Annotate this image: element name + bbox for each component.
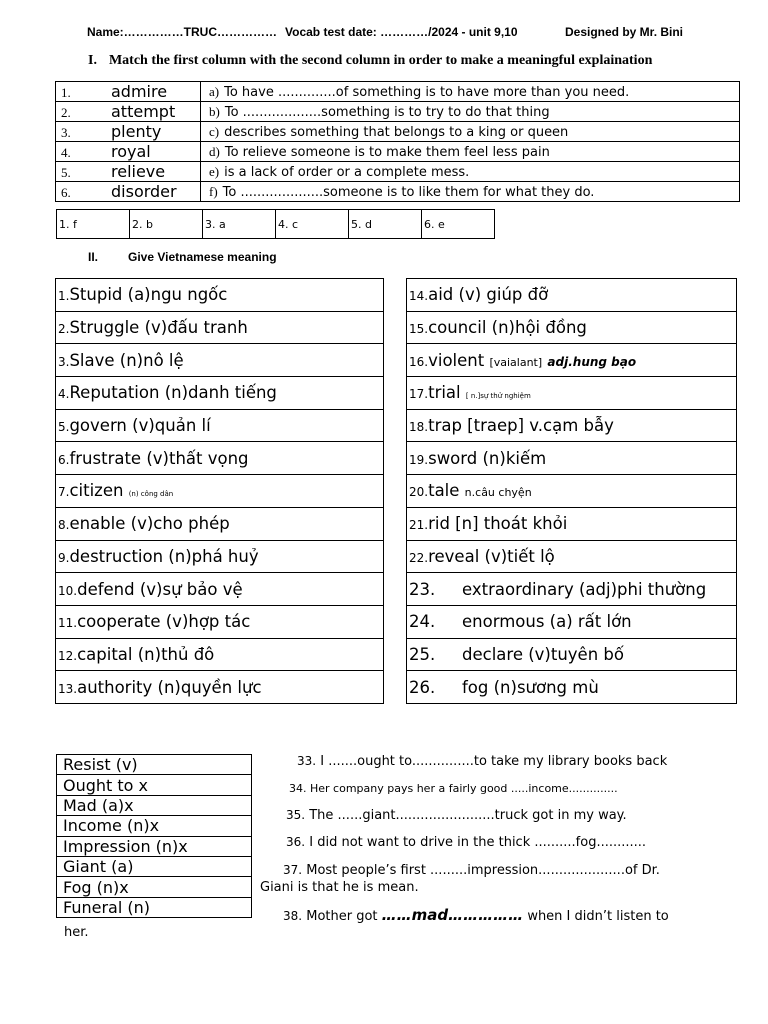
vocab-entry: aid (v) giúp đỡ [428, 285, 549, 305]
vocab-entry: declare (v)tuyên bố [462, 644, 624, 664]
vocab-cell [56, 279, 384, 312]
definition-text: To have ..............of something is to have more than you need. [224, 84, 630, 100]
match-term [56, 122, 201, 142]
vocab-entry: sword (n)kiếm [428, 448, 547, 468]
vocab-row [56, 311, 384, 344]
vocab-entry: defend (v)sự bảo vệ [77, 579, 243, 599]
designer: Designed by Mr. Bini [565, 25, 684, 39]
match-term [56, 102, 201, 122]
vocab-note: n.câu chyện [464, 486, 532, 500]
section-2-title [88, 250, 277, 264]
vocab-entry: reveal (v)tiết lộ [428, 546, 555, 566]
match-term [56, 82, 201, 102]
vocab-row [407, 638, 737, 671]
vocab-number: 24. [409, 612, 436, 632]
match-term [56, 162, 201, 182]
vocab-cell [56, 344, 384, 377]
vocab-entry: authority (n)quyền lực [77, 677, 262, 697]
vocab-number: 18. [409, 420, 429, 435]
vocab-entry: extraordinary (adj)phi thường [462, 579, 707, 599]
match-number: 3. [61, 125, 71, 140]
match-word: disorder [111, 182, 177, 201]
option-letter: f) [209, 183, 218, 199]
vocab-cell [407, 475, 737, 508]
vocab-row [407, 442, 737, 475]
vocab-note: (n) công dân [128, 490, 174, 499]
word-bank-row [57, 836, 252, 856]
question-38: 38. Mother got ……mad…………… when I didn’t listen to [283, 906, 669, 924]
vocab-number: 6. [58, 452, 70, 467]
vocab-entry: Struggle (v)đấu tranh [69, 318, 248, 338]
answer-cell: 2. b [130, 210, 203, 239]
section-number: I. [88, 53, 97, 68]
word-bank-item: Mad (a)x [57, 795, 252, 815]
vocab-row [407, 344, 737, 377]
answer-cell: 1. f [57, 210, 130, 239]
vocab-row [56, 442, 384, 475]
vocab-number: 14. [409, 289, 429, 304]
option-letter: d) [209, 143, 220, 159]
meaning: adj.hung bạo [547, 354, 637, 369]
vocab-number: 11. [58, 616, 78, 631]
vocab-row [56, 671, 384, 704]
word-bank [56, 754, 252, 918]
vocab-note: [ n.]sự thử nghiệm [465, 392, 531, 401]
vocab-cell [407, 540, 737, 573]
vocab-row [56, 638, 384, 671]
vocab-cell [407, 279, 737, 312]
vocab-number: 16. [409, 354, 429, 369]
word-bank-item: Giant (a) [57, 856, 252, 876]
definition-text: To relieve someone is to make them feel less pain [224, 144, 550, 160]
option-letter: a) [209, 83, 220, 99]
vocab-row [407, 507, 737, 540]
vocab-cell [407, 671, 737, 704]
vocab-table-right [406, 278, 737, 704]
vocab-number: 17. [409, 387, 429, 402]
vocab-cell [407, 605, 737, 638]
answer-cell: 3. a [203, 210, 276, 239]
match-number: 5. [61, 165, 71, 180]
definition-text: To ...................something is to try to do that thing [224, 104, 550, 120]
vocab-entry: capital (n)thủ đô [77, 644, 215, 664]
answer-cell: 4. c [276, 210, 349, 239]
word-bank-item: Ought to x [57, 775, 252, 795]
word-bank-row [57, 795, 252, 815]
vocab-number: 7. [58, 485, 70, 500]
vocab-row [407, 311, 737, 344]
vocab-cell [56, 409, 384, 442]
vocab-number: 15. [409, 322, 429, 337]
vocab-entry: trap [traep] v.cạm bẫy [428, 416, 614, 436]
match-term [56, 142, 201, 162]
vocab-cell [56, 638, 384, 671]
answer-cell: 6. e [422, 210, 495, 239]
match-row [56, 102, 740, 122]
vocab-cell [407, 409, 737, 442]
vocab-number: 21. [409, 518, 429, 533]
vocab-row [407, 409, 737, 442]
question-37: 37. Most people’s first .........impression.....................of Dr. [283, 863, 660, 878]
vocab-entry: trial [428, 383, 461, 403]
test-date: Vocab test date: …………/2024 - unit 9,10 [285, 25, 518, 39]
word-bank-row [57, 877, 252, 897]
vocab-row [56, 507, 384, 540]
match-number: 2. [61, 105, 71, 120]
vocab-cell [56, 507, 384, 540]
vocab-entry: Stupid (a)ngu ngốc [69, 285, 228, 305]
definition-text: is a lack of order or a complete mess. [224, 164, 470, 180]
vocab-number: 23. [409, 579, 436, 599]
option-letter: e) [209, 163, 220, 179]
vocab-cell [407, 507, 737, 540]
question-35: 35. The ......giant........................truck got in my way. [286, 808, 627, 823]
vocab-entry: frustrate (v)thất vọng [69, 448, 249, 468]
match-row [56, 142, 740, 162]
vocab-cell [407, 377, 737, 410]
question-37-continued: Giani is that he is mean. [260, 880, 419, 895]
definition-text: To ....................someone is to like them for what they do. [222, 184, 595, 200]
vocab-number: 8. [58, 518, 70, 533]
vocab-row [56, 573, 384, 606]
match-row [56, 82, 740, 102]
vocab-row [56, 279, 384, 312]
match-word: royal [111, 142, 151, 161]
match-number: 6. [61, 185, 71, 200]
vocab-row [56, 540, 384, 573]
word-bank-row [57, 755, 252, 775]
answer-table [56, 209, 495, 239]
match-definition [201, 82, 740, 102]
match-number: 4. [61, 145, 71, 160]
match-definition [201, 162, 740, 182]
word-bank-item: Fog (n)x [57, 877, 252, 897]
vocab-row [407, 475, 737, 508]
vocab-cell [56, 311, 384, 344]
question-33: 33. I .......ought to...............to take my library books back [297, 754, 668, 769]
vocab-number: 20. [409, 485, 429, 500]
section-instruction: Match the first column with the second column in order to make a meaningful explaination [108, 53, 653, 68]
question-34: 34. Her company pays her a fairly good .....income.............. [289, 782, 618, 795]
vocab-number: 3. [58, 354, 70, 369]
vocab-number: 12. [58, 648, 78, 663]
vocab-cell [56, 605, 384, 638]
vocab-cell [407, 573, 737, 606]
section-instruction: Give Vietnamese meaning [128, 250, 277, 264]
answer-cell: 5. d [349, 210, 422, 239]
vocab-entry: destruction (n)phá huỷ [69, 546, 259, 566]
vocab-row [56, 475, 384, 508]
vocab-row [407, 573, 737, 606]
vocab-cell [56, 377, 384, 410]
match-definition [201, 182, 740, 202]
vocab-number: 22. [409, 550, 429, 565]
word-bank-row [57, 897, 252, 917]
vocab-number: 1. [58, 289, 70, 304]
word-bank-row [57, 856, 252, 876]
vocab-number: 9. [58, 550, 70, 565]
vocab-cell [407, 344, 737, 377]
vocab-row [407, 279, 737, 312]
vocab-entry: Reputation (n)danh tiếng [69, 383, 277, 403]
vocab-number: 19. [409, 452, 429, 467]
student-name: Name:……………TRUC…………… [87, 25, 278, 39]
match-number: 1. [61, 85, 71, 100]
match-definition [201, 142, 740, 162]
vocab-entry: fog (n)sương mù [462, 677, 599, 697]
vocab-cell [56, 540, 384, 573]
vocab-row [56, 344, 384, 377]
question-38-continued: her. [64, 925, 89, 940]
section-1-title [88, 53, 652, 69]
vocab-entry: govern (v)quản lí [69, 416, 211, 436]
vocab-number: 4. [58, 387, 70, 402]
word-bank-row [57, 816, 252, 836]
vocab-cell [56, 671, 384, 704]
vocab-entry: enormous (a) rất lớn [462, 612, 632, 632]
word-bank-item: Resist (v) [57, 755, 252, 775]
pronunciation: [vaialant] [489, 355, 543, 369]
vocab-cell [407, 311, 737, 344]
word-bank-item: Impression (n)x [57, 836, 252, 856]
vocab-number: 13. [58, 681, 78, 696]
vocab-row [407, 377, 737, 410]
vocab-cell [56, 442, 384, 475]
vocab-entry: enable (v)cho phép [69, 514, 230, 534]
vocab-number: 26. [409, 677, 436, 697]
vocab-cell [407, 442, 737, 475]
word-bank-row [57, 775, 252, 795]
matching-table [55, 81, 740, 202]
vocab-row [407, 605, 737, 638]
vocab-cell [56, 573, 384, 606]
definition-text: describes something that belongs to a king or queen [224, 124, 569, 140]
vocab-row [407, 540, 737, 573]
match-row [56, 182, 740, 202]
word-bank-item: Funeral (n) [57, 897, 252, 917]
section-number: II. [88, 250, 99, 264]
question-36: 36. I did not want to drive in the thick ..........fog............ [286, 835, 647, 850]
vocab-row [56, 377, 384, 410]
vocab-number: 2. [58, 322, 70, 337]
option-letter: c) [209, 123, 220, 139]
vocab-entry: rid [n] thoát khỏi [428, 514, 568, 534]
match-definition [201, 102, 740, 122]
vocab-row [56, 605, 384, 638]
vocab-number: 5. [58, 420, 70, 435]
vocab-entry: citizen [69, 481, 124, 501]
match-row [56, 122, 740, 142]
match-word: attempt [111, 102, 176, 121]
vocab-row [407, 671, 737, 704]
vocab-entry: Slave (n)nô lệ [69, 350, 184, 370]
match-row [56, 162, 740, 182]
option-letter: b) [209, 103, 220, 119]
match-word: relieve [111, 162, 166, 181]
vocab-cell [407, 638, 737, 671]
vocab-entry: cooperate (v)hợp tác [77, 612, 251, 632]
vocab-cell [56, 475, 384, 508]
vocab-number: 25. [409, 644, 436, 664]
vocab-number: 10. [58, 583, 78, 598]
vocab-entry: council (n)hội đồng [428, 318, 587, 338]
vocab-entry: violent [428, 350, 485, 370]
vocab-table-left [55, 278, 384, 704]
match-term [56, 182, 201, 202]
match-definition [201, 122, 740, 142]
match-word: plenty [111, 122, 162, 141]
vocab-row [56, 409, 384, 442]
vocab-entry: tale [428, 481, 460, 501]
word-bank-item: Income (n)x [57, 816, 252, 836]
match-word: admire [111, 82, 168, 101]
